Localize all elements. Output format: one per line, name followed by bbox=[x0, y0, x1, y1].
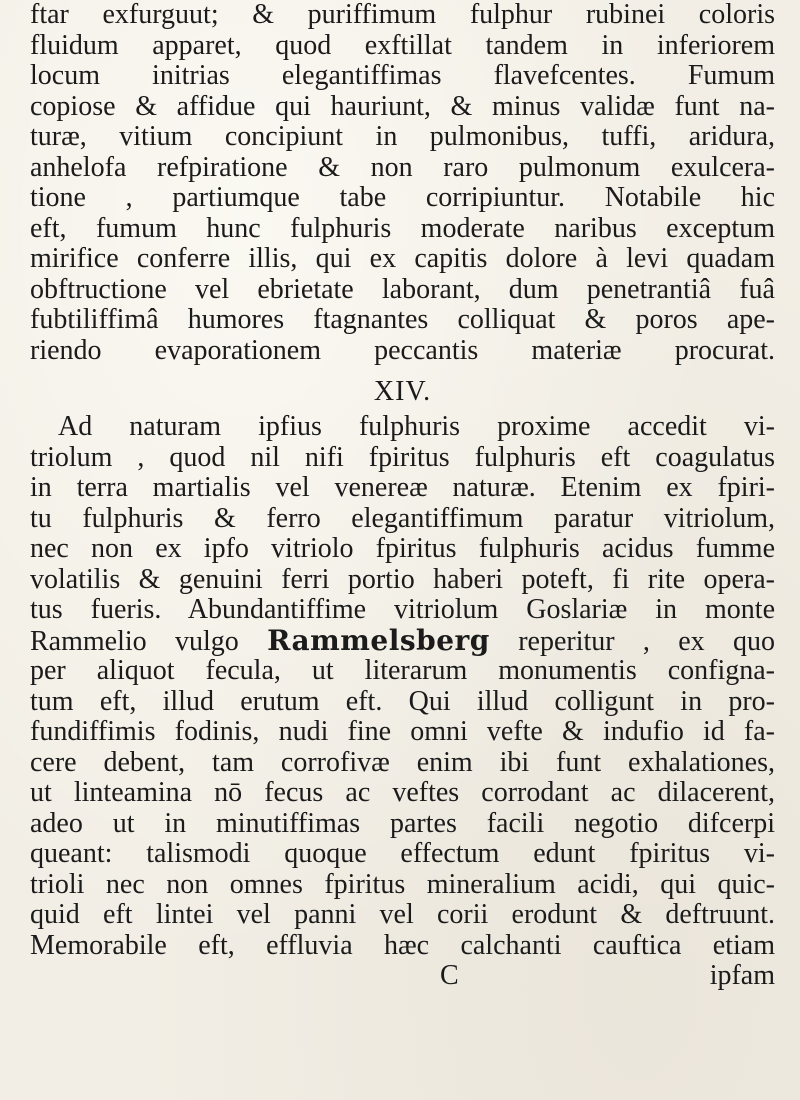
text-line: fundiffimis fodinis, nudi fine omni vefte & indufio id fa- bbox=[30, 717, 775, 747]
fraktur-word: Rammelsberg bbox=[267, 625, 490, 656]
text-line: queant: talismodi quoque effectum edunt fpiritus vi- bbox=[30, 839, 775, 869]
text-line: ftar exfurguut; & puriffimum fulphur rubinei coloris bbox=[30, 0, 775, 30]
text-line: anhelofa refpiratione & non raro pulmonum exulcera- bbox=[30, 152, 775, 183]
text-line: per aliquot fecula, ut literarum monumentis configna- bbox=[30, 656, 775, 686]
text-line: tum eft, illud erutum eft. Qui illud colligunt in pro- bbox=[30, 686, 775, 717]
text-line: cere debent, tam corrofivæ enim ibi funt exhalationes, bbox=[30, 747, 775, 778]
signature-mark: C bbox=[440, 960, 459, 991]
text-line: turæ, vitium concipiunt in pulmonibus, tuffi, aridura, bbox=[30, 122, 775, 152]
page-text bbox=[30, 0, 775, 992]
text-line: mirifice conferre illis, qui ex capitis dolore à levi quadam bbox=[30, 244, 775, 274]
text-line: Memorabile eft, effluvia hæc calchanti cauftica etiam bbox=[30, 930, 775, 961]
text-line-rammelsberg bbox=[30, 626, 775, 657]
text-fragment: Rammelio vulgo bbox=[30, 625, 239, 656]
text-line: eft, fumum hunc fulphuris moderate naribus exceptum bbox=[30, 213, 775, 244]
text-line: trioli nec non omnes fpiritus mineralium acidi, qui quic- bbox=[30, 869, 775, 900]
text-line: tione , partiumque tabe corripiuntur. Notabile hic bbox=[30, 183, 775, 213]
text-line: ut linteamina nō fecus ac veftes corrodant ac dilacerent, bbox=[30, 778, 775, 808]
text-line: tus fueris. Abundantiffime vitriolum Goslariæ in monte bbox=[30, 595, 775, 625]
text-line: adeo ut in minutiffimas partes facili negotio difcerpi bbox=[30, 808, 775, 839]
text-line: obftructione vel ebrietate laborant, dum penetrantiâ fuâ bbox=[30, 274, 775, 305]
page-footer bbox=[30, 961, 775, 992]
catchword: ipfam bbox=[709, 960, 775, 991]
text-line: Ad naturam ipfius fulphuris proxime accedit vi- bbox=[58, 412, 775, 442]
text-line: locum initrias elegantiffimas flavefcentes. Fumum bbox=[30, 61, 775, 91]
text-line: fluidum apparet, quod exftillat tandem in inferiorem bbox=[30, 30, 775, 61]
text-line: in terra martialis vel venereæ naturæ. Etenim ex fpiri- bbox=[30, 473, 775, 503]
text-line: riendo evaporationem peccantis materiæ procurat. bbox=[30, 335, 775, 366]
section-number: XIV. bbox=[373, 376, 432, 407]
text-line: copiose & affidue qui hauriunt, & minus validæ funt na- bbox=[30, 91, 775, 122]
text-fragment: reperitur , ex quo bbox=[518, 625, 775, 656]
text-line: volatilis & genuini ferri portio haberi poteft, fi rite opera- bbox=[30, 564, 775, 595]
text-line: nec non ex ipfo vitriolo fpiritus fulphuris acidus fumme bbox=[30, 534, 775, 564]
text-line: tu fulphuris & ferro elegantiffimum paratur vitriolum, bbox=[30, 503, 775, 534]
text-line: fubtiliffimâ humores ftagnantes colliquat & poros ape- bbox=[30, 305, 775, 335]
text-line: quid eft lintei vel panni vel corii erodunt & deftruunt. bbox=[30, 900, 775, 930]
text-line: triolum , quod nil nifi fpiritus fulphuris eft coagulatus bbox=[30, 442, 775, 473]
